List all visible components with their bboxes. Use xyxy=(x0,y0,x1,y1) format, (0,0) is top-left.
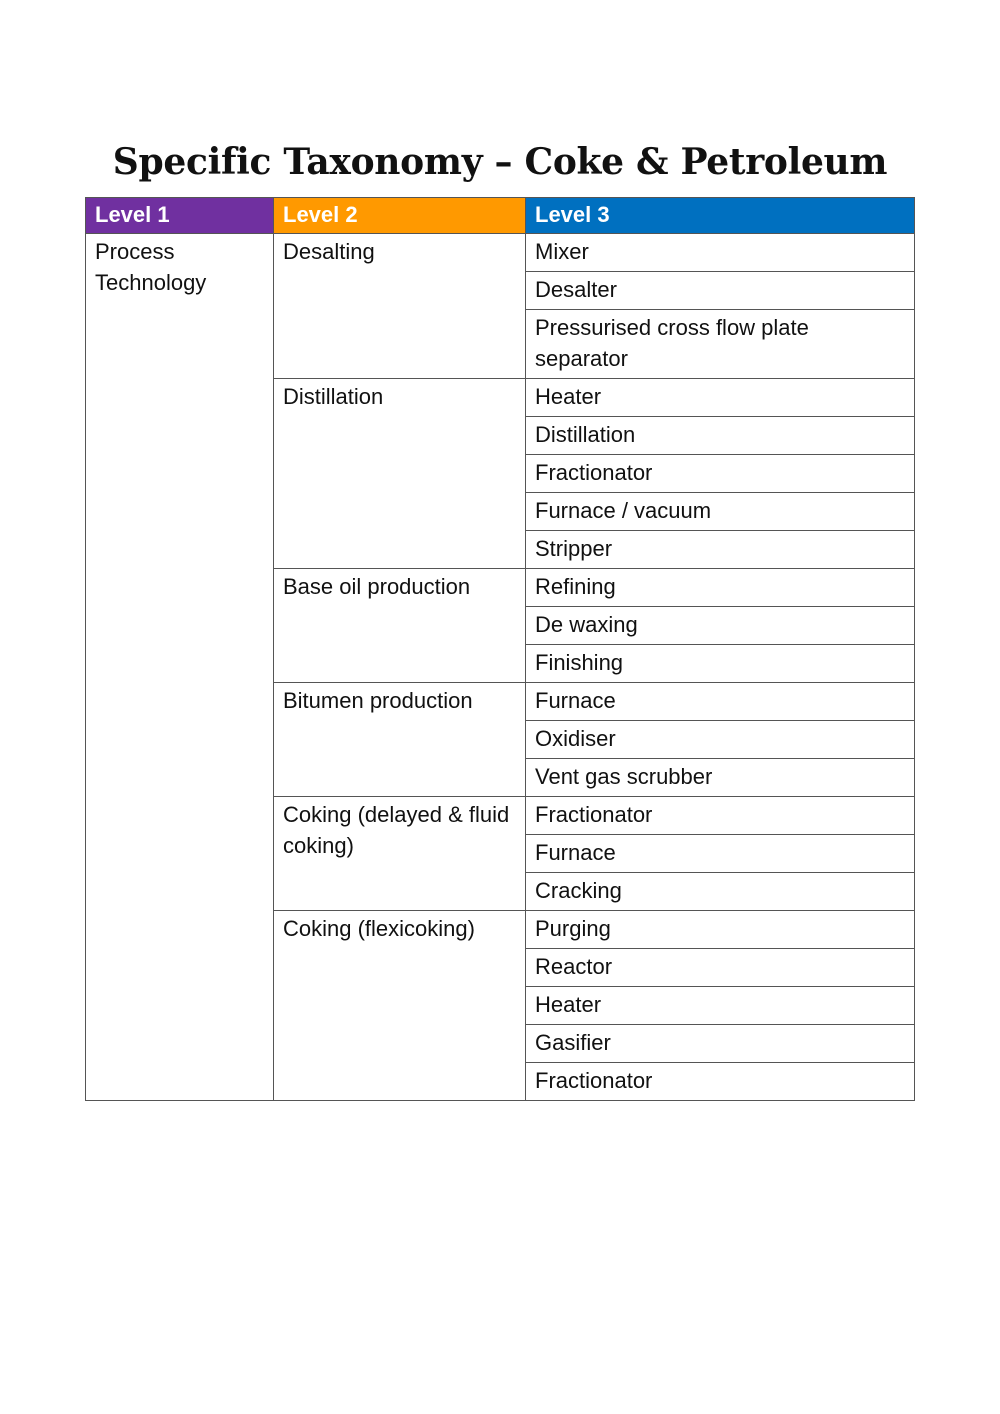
level3-cell: Pressurised cross flow plate separator xyxy=(526,310,915,379)
level3-cell: Furnace xyxy=(526,835,915,873)
level3-cell: Desalter xyxy=(526,272,915,310)
level3-cell: Purging xyxy=(526,911,915,949)
level2-cell: Bitumen production xyxy=(274,683,526,797)
level3-cell: Heater xyxy=(526,987,915,1025)
level2-cell: Desalting xyxy=(274,234,526,379)
level3-cell: Furnace / vacuum xyxy=(526,493,915,531)
level3-cell: Gasifier xyxy=(526,1025,915,1063)
level3-cell: Mixer xyxy=(526,234,915,272)
level3-cell: Fractionator xyxy=(526,1063,915,1101)
table-row xyxy=(86,234,915,272)
table-body xyxy=(86,234,915,1101)
level3-cell: Stripper xyxy=(526,531,915,569)
level2-cell: Coking (flexicoking) xyxy=(274,911,526,1101)
level3-cell: Fractionator xyxy=(526,455,915,493)
header-row xyxy=(86,198,915,234)
level3-cell: De waxing xyxy=(526,607,915,645)
level2-cell: Base oil production xyxy=(274,569,526,683)
level3-cell: Oxidiser xyxy=(526,721,915,759)
level3-cell: Heater xyxy=(526,379,915,417)
level2-cell: Coking (delayed & fluid coking) xyxy=(274,797,526,911)
level3-cell: Reactor xyxy=(526,949,915,987)
header-level-3: Level 3 xyxy=(526,198,915,234)
level2-cell: Distillation xyxy=(274,379,526,569)
level3-cell: Distillation xyxy=(526,417,915,455)
level3-cell: Finishing xyxy=(526,645,915,683)
level3-cell: Cracking xyxy=(526,873,915,911)
header-level-1: Level 1 xyxy=(86,198,274,234)
level3-cell: Fractionator xyxy=(526,797,915,835)
taxonomy-table xyxy=(85,197,915,1101)
level1-cell: Process Technology xyxy=(86,234,274,1101)
header-level-2: Level 2 xyxy=(274,198,526,234)
page-title: Specific Taxonomy – Coke & Petroleum xyxy=(112,141,888,183)
table-header xyxy=(86,198,915,234)
level3-cell: Vent gas scrubber xyxy=(526,759,915,797)
level3-cell: Furnace xyxy=(526,683,915,721)
level3-cell: Refining xyxy=(526,569,915,607)
